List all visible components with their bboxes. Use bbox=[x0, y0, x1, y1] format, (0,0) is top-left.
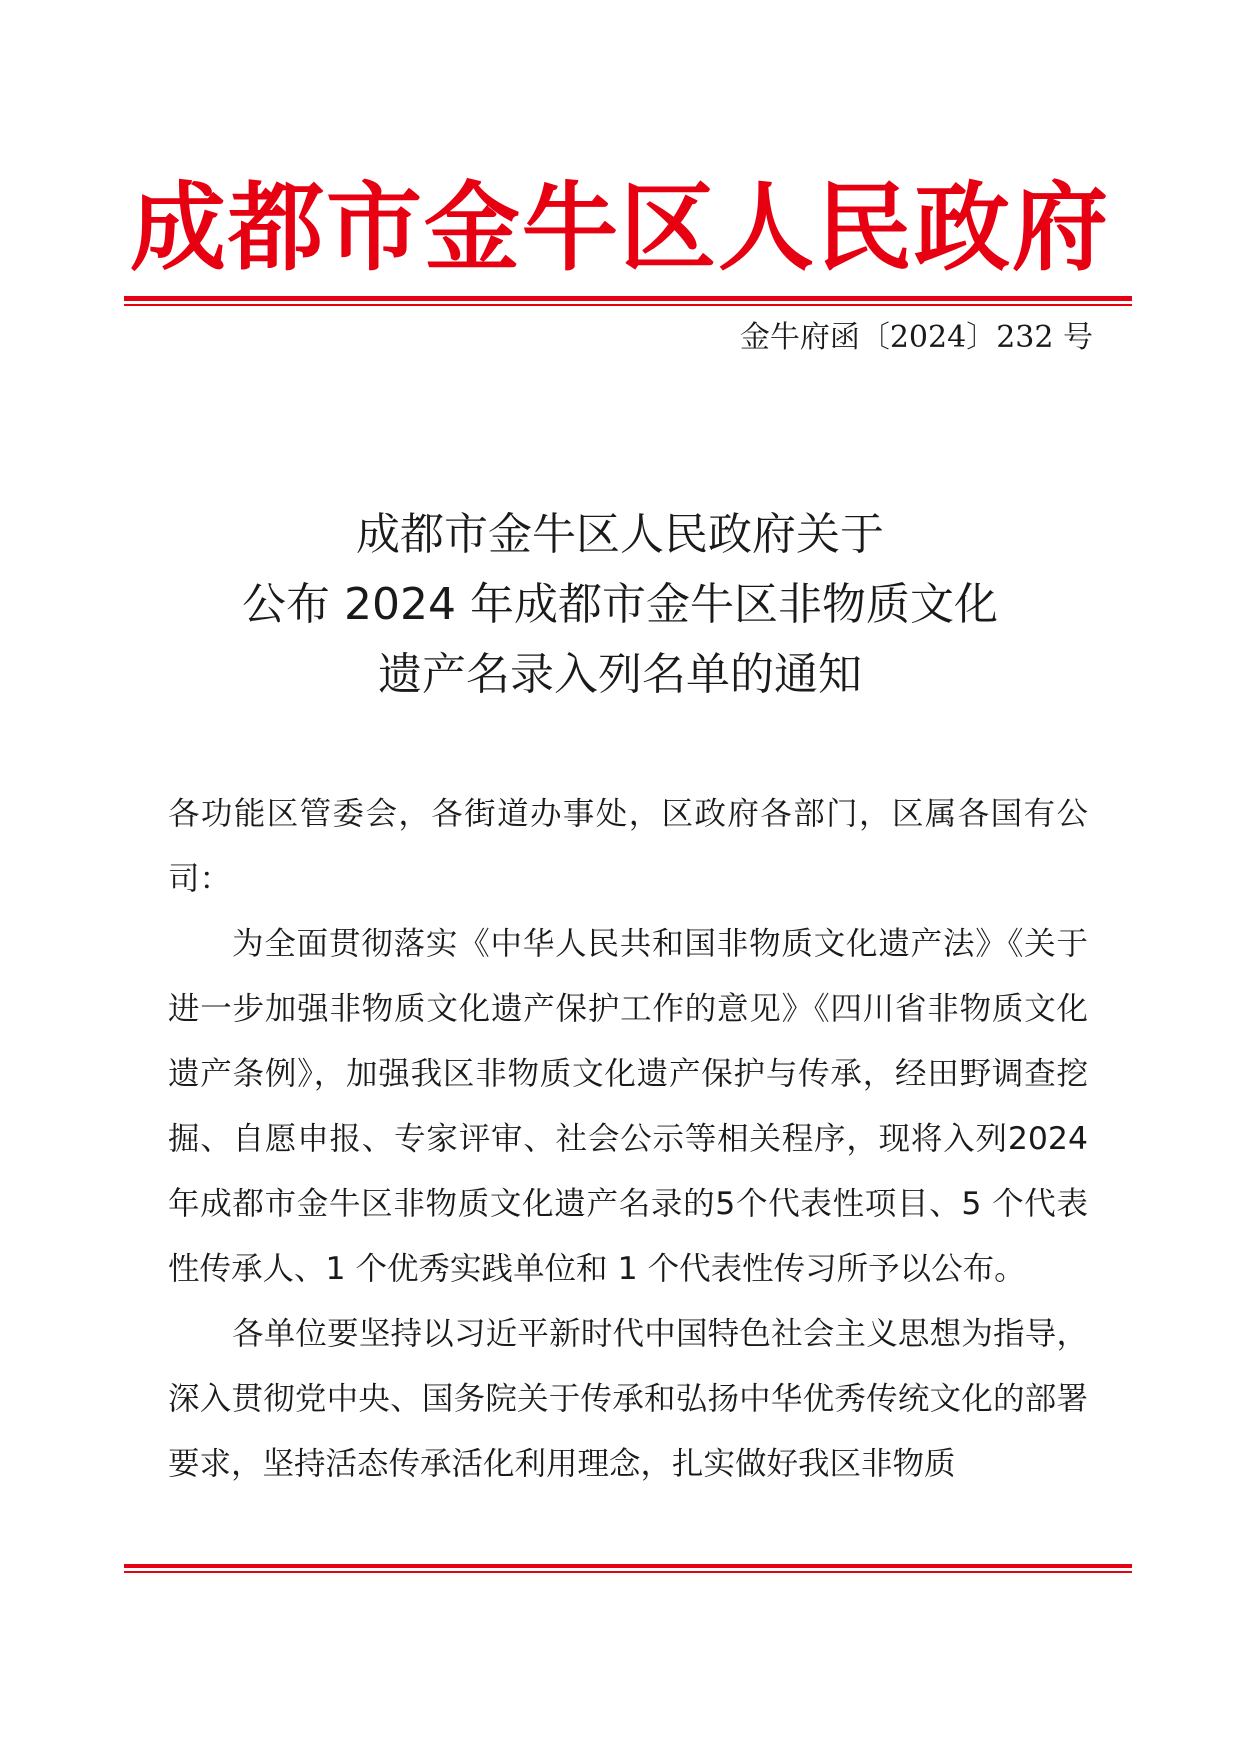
title-line-2: 公布 2024 年成都市金牛区非物质文化 bbox=[242, 579, 998, 630]
header-red-rule-thick bbox=[124, 296, 1132, 301]
header-red-rule-thin bbox=[124, 304, 1132, 306]
salutation: 各功能区管委会，各街道办事处，区政府各部门，区属各国有公司： bbox=[168, 796, 1088, 897]
title-line-1: 成都市金牛区人民政府关于 bbox=[356, 509, 884, 560]
document-body bbox=[168, 782, 1088, 1497]
document-number: 金牛府函〔2024〕232 号 bbox=[739, 320, 1093, 355]
body-paragraph-1: 为全面贯彻落实《中华人民共和国非物质文化遗产法》《关于进一步加强非物质文化遗产保护工作的意见》《四川省非物质文化遗产条例》，加强我区非物质文化遗产保护与传承，经田野调查挖掘、自愿申报、专家评审、社会公示等相关程序，现将入列2024年成都市金牛区非物质文化遗产名录的5个代表性项目、5 个代表性传承人、1 个优秀实践单位和 1 个代表性传习所予以公布。 bbox=[168, 926, 1088, 1287]
footer-red-rule-thick bbox=[124, 1564, 1132, 1568]
document-title bbox=[120, 500, 1120, 710]
body-paragraph-2: 各单位要坚持以习近平新时代中国特色社会主义思想为指导，深入贯彻党中央、国务院关于传承和弘扬中华优秀传统文化的部署要求，坚持活态传承活化利用理念，扎实做好我区非物质 bbox=[168, 1316, 1088, 1482]
footer-red-rule-thin bbox=[124, 1571, 1132, 1573]
issuer-masthead: 成都市金牛区人民政府 bbox=[130, 172, 1110, 284]
title-line-3: 遗产名录入列名单的通知 bbox=[378, 649, 862, 700]
